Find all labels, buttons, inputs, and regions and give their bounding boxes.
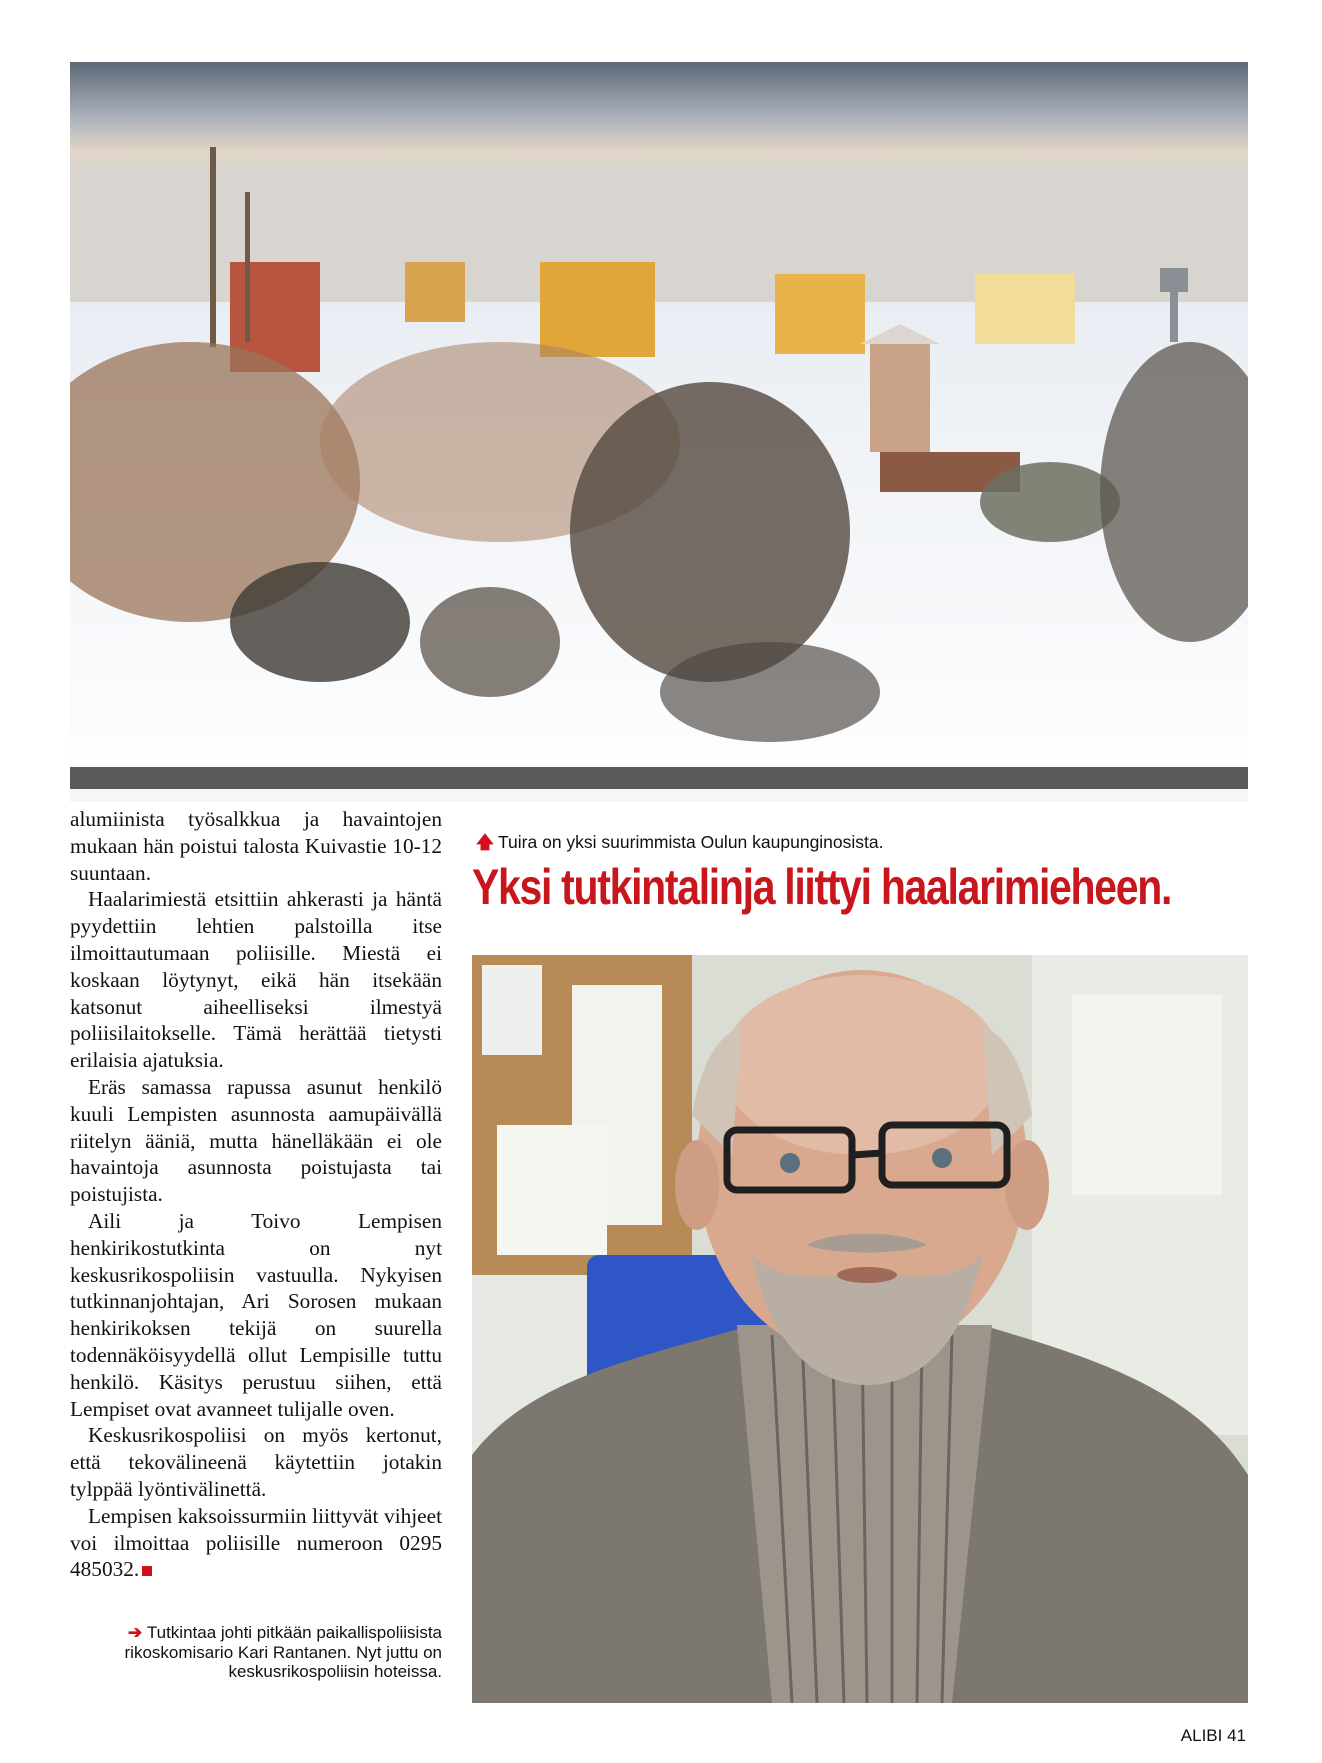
top-caption-text: Tuira on yksi suurimmista Oulun kaupunginosista. bbox=[498, 832, 884, 852]
arrow-up-icon: 🡅 bbox=[476, 832, 494, 852]
portrait-caption bbox=[110, 1623, 442, 1682]
headline: Yksi tutkintalinja liittyi haalarimieheen. bbox=[472, 859, 1172, 915]
top-photo-caption bbox=[476, 830, 884, 860]
page-folio: ALIBI 41 bbox=[1180, 1726, 1246, 1745]
body-paragraph: Eräs samassa rapussa asunut henkilö kuuli Lempisten asunnosta aamupäivällä riitelyn ääniä, mutta hänelläkään ei ole havaintoja asunnosta poistujasta tai poistujista. bbox=[70, 1074, 442, 1207]
arrow-right-icon: ➔ bbox=[127, 1623, 147, 1642]
tuira-winter-photo bbox=[70, 62, 1248, 802]
portrait-photo bbox=[472, 955, 1248, 1703]
end-square-icon bbox=[142, 1566, 152, 1576]
article-body bbox=[70, 806, 442, 1583]
body-paragraph-text: Lempisen kaksoissurmiin liittyvät vihjeet voi ilmoittaa poliisille numeroon 0295 485032. bbox=[70, 1503, 442, 1582]
body-paragraph: Haalarimiestä etsittiin ahkerasti ja häntä pyydettiin lehtien palstoilla itse ilmoittautumaan poliisille. Miestä ei koskaan löytynyt, eikä hän itsekään katsonut aiheelliseksi ilmestyä poliisilaitokselle. Tämä herättää tietysti erilaisia ajatuksia. bbox=[70, 887, 442, 1073]
body-paragraph: Aili ja Toivo Lempisen henkirikostutkinta on nyt keskusrikospoliisin vastuulla. Nykyisen tutkinnanjohtajan, Ari Sorosen mukaan henkirikoksen tekijä on suurella todennäköisyydellä ollut Lempisille tuttu henkilö. Käsitys perustuu siihen, että Lempiset ovat avanneet tulijalle oven. bbox=[70, 1208, 442, 1421]
body-paragraph: Keskusrikospoliisi on myös kertonut, että tekovälineenä käytettiin jotakin tylppää lyöntivälinettä. bbox=[70, 1423, 442, 1501]
body-paragraph-last bbox=[70, 1503, 442, 1583]
body-paragraph: alumiinista työsalkkua ja havaintojen mukaan hän poistui talosta Kuivastie 10-12 suuntaan. bbox=[70, 807, 442, 885]
portrait-caption-text: Tutkintaa johti pitkään paikallispoliisista rikoskomisario Kari Rantanen. Nyt juttu on keskusrikospoliisin hoteissa. bbox=[124, 1623, 442, 1681]
